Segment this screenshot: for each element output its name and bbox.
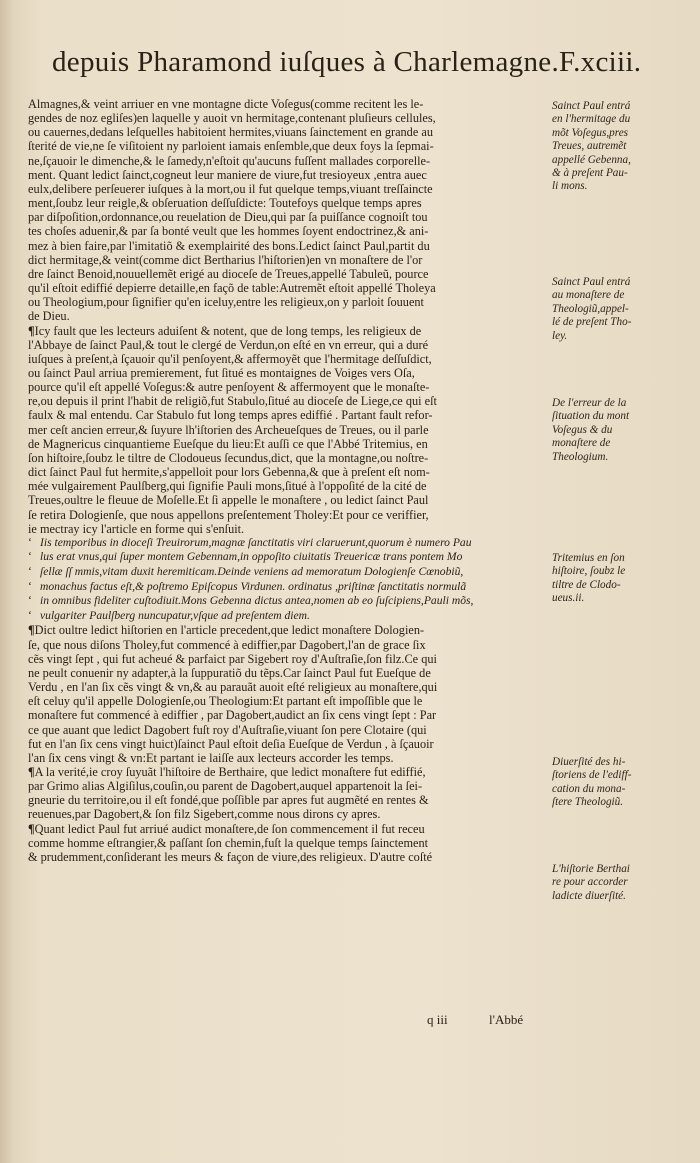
quotation-mark: ‘ — [28, 594, 32, 608]
text-line — [28, 154, 546, 168]
line-text: l'Abbaye de ſainct Paul,& tout le clergé de Verdun,on eſté en vn erreur, qui a duré — [28, 337, 429, 352]
running-header — [52, 46, 692, 90]
line-text: gendes de noz egliſes)en laquelle y auoit vn hermitage,contenant pluſieurs cellules, — [28, 111, 436, 126]
marginal-note-5 — [552, 756, 692, 810]
marginal-line: en l'hermitage du — [552, 113, 631, 126]
paragraph-2 — [28, 324, 546, 536]
text-line — [28, 253, 546, 267]
text-line — [28, 281, 546, 295]
text-line — [28, 210, 546, 224]
marginal-note-3 — [552, 397, 692, 464]
text-line — [28, 182, 546, 196]
text-line — [28, 737, 546, 751]
line-text: re,ou depuis il print l'habit de religiõ,fut Stabulo,ſitué au dioceſe de Liege,ce qui eſt — [28, 394, 437, 409]
quotation-mark: ‘ — [28, 535, 32, 549]
line-text: ſellæ ſſ mmis,vitam duxit heremiticam.Deinde veniens ad memoratum Dologienſe Cœnobiũ, — [40, 565, 464, 579]
text-line — [28, 394, 546, 408]
text-line — [28, 751, 546, 765]
line-text: Almagnes,& veint arriuer en vne montagne dicte Voſegus(comme recitent les le- — [28, 97, 424, 111]
signature-mark: q iii — [427, 1012, 448, 1027]
line-text: ment. Quant ledict ſainct,cogneut leur maniere de viure,fut tresioyeux ,entra auec — [28, 167, 427, 182]
text-line — [28, 836, 546, 850]
text-line — [28, 666, 546, 680]
line-text: Dict oultre ledict hiſtorien en l'article precedent,que ledict monaſtere Dologien- — [34, 623, 425, 638]
text-line — [28, 423, 546, 437]
marginal-note-1 — [552, 100, 692, 194]
line-text: mer ceſt ancien erreur,& ſuyure lh'iſtorien des Archeueſques de Treues, ou il parle — [28, 422, 429, 437]
marginal-line: & à preſent Pau- — [552, 167, 628, 180]
line-text: dre ſainct Benoid,nouuellemẽt erigé au dioceſe de Treues,appellé Tabuleũ, pource — [28, 266, 429, 281]
line-text: Iis temporibus in dioceſi Treuirorum,magnæ ſanctitatis viri claruerunt,quorum è numero Pau — [40, 535, 472, 549]
text-line — [28, 793, 546, 807]
quotation-mark: ‘ — [28, 579, 32, 593]
line-text: l'an ſix cens vingt & vn:Et partant ie laiſſe aux lecteurs accorder les temps. — [28, 750, 394, 765]
text-line — [28, 550, 546, 565]
marginal-line: re pour accorder — [552, 876, 628, 889]
line-text: monaſtere fut commencé à ediffier , par Dagobert,audict an ſix cens vingt ſept : Par — [28, 708, 437, 723]
marginal-line: mõt Voſegus,pres — [552, 126, 629, 139]
line-text: fut en l'an ſix cens vingt huict)ſainct Paul eſtoit deſia Eueſque de Verdun , à ſçauoir — [28, 736, 434, 751]
line-text: vulgariter Paulſberg nuncupatur,vſque ad preſentem diem. — [40, 608, 310, 622]
marginal-line: monaſtere de — [552, 437, 611, 450]
line-text: comme homme eſtrangier,& paſſant ſon chemin,fuſt la quelque temps ſainctement — [28, 835, 429, 850]
line-text: Verdu , en l'an ſix cẽs vingt & vn,& au parauãt auoit eſté religieux au monaſtere,qui — [28, 680, 438, 695]
marginal-line: Theologiũ,appel- — [552, 302, 629, 315]
text-line — [28, 822, 546, 836]
marginal-line: Theologium. — [552, 450, 609, 463]
text-line — [28, 465, 546, 479]
marginal-line: tiltre de Clodo- — [552, 578, 621, 591]
marginal-line: hiſtoire, ſoubz le — [552, 565, 626, 578]
marginal-line: lé de preſent Tho- — [552, 316, 632, 329]
line-text: de Dieu. — [28, 309, 70, 324]
marginal-line: De l'erreur de la — [552, 397, 627, 409]
text-line — [28, 380, 546, 394]
line-text: eulx,delibere perſeuerer iuſques à la mort,ou il fut quelque temps,viuant treſſaincte — [28, 181, 433, 196]
text-line — [28, 324, 546, 338]
text-line — [28, 408, 546, 422]
line-text: ou cauernes,dedans leſquelles habitoient hermites,viuans ſainctement en grande au — [28, 125, 433, 140]
text-line — [28, 493, 546, 507]
gutter-shadow — [0, 0, 14, 1163]
paragraph-1 — [28, 97, 546, 324]
marginal-line: appellé Gebenna, — [552, 153, 631, 166]
line-text: ou Theologium,pour ſignifier qu'en iceluy,entre les religieux,on y parloit ſouuent — [28, 295, 424, 310]
line-text: & prudemment,conſiderant les meurs & façon de viure,des religieux. D'autre coſté — [28, 849, 433, 864]
marginal-line: li mons. — [552, 180, 588, 193]
text-line — [28, 850, 546, 864]
text-line — [28, 338, 546, 352]
line-text: gneurie du territoire,ou il eſt fondé,que poſſible par apres fut augmẽté en rentes & — [28, 793, 429, 808]
line-text: reuenues,par Dagobert,& ſon filz Sigebert,comme nous dirons cy apres. — [28, 807, 381, 822]
text-line — [28, 779, 546, 793]
quotation-mark: ‘ — [28, 565, 32, 579]
marginal-line: ſituation du mont — [552, 410, 630, 423]
line-text: ie mectray icy l'article en forme qui s'enſuit. — [28, 521, 245, 536]
text-line — [28, 609, 546, 624]
header-title: depuis Pharamond iuſques à Charlemagne.F. — [52, 46, 581, 78]
line-text: monachus factus eſt,& poſtremo Epiſcopus Virdunen. ordinatus ,priſtinæ ſanctitatis normulã — [40, 579, 467, 593]
line-text: dict ſainct Paul fut hermite,s'appelloit pour lors Gebenna,& que à preſent eſt nom- — [28, 465, 430, 480]
line-text: iuſques à preſent,à ſçauoir qu'il penſoyent,& affermoyẽt que l'hermitage deſſuſdict, — [28, 351, 432, 366]
line-text: eſt celuy qu'il appelle Dologienſe,ou Theologium:Et partant eſt impoſſible que le — [28, 694, 423, 709]
marginal-line: L'hiſtorie Berthai — [552, 863, 630, 875]
quotation-mark: ‘ — [28, 608, 32, 622]
line-text: tes choſes aduenir,& par ſa bonté veult que les hommes ſoyent endoctrinez,& ani- — [28, 224, 429, 239]
text-line — [28, 295, 546, 309]
marginal-line: ladicte diuerſité. — [552, 889, 626, 902]
text-line — [28, 366, 546, 380]
text-line — [28, 224, 546, 238]
text-line — [28, 437, 546, 451]
text-line — [28, 638, 546, 652]
folio-number: xciii. — [580, 46, 642, 78]
marginal-note-6 — [552, 863, 692, 903]
line-text: qu'il eſtoit ediffié depierre detaille,en façõ de table:Autremẽt eſtoit appellé Tholeya — [28, 281, 436, 296]
line-text: Treues,oultre le fleuue de Moſelle.Et ſi appelle le monaſtere , ou ledict ſainct Paul — [28, 493, 429, 508]
text-line — [28, 267, 546, 281]
line-text: ce que auant que ledict Dagobert fuſt roy d'Auſtraſie,viuant ſon pere Clotaire (qui — [28, 722, 427, 737]
line-text: mez à bien faire,par l'imitatiõ & exemplairité des bons.Ledict ſainct Paul,partit du — [28, 238, 430, 253]
text-line — [28, 111, 546, 125]
text-line — [28, 765, 546, 779]
text-line — [28, 807, 546, 821]
line-text: Icy fault que les lecteurs aduiſent & notent, que de long temps, les religieux de — [34, 323, 422, 338]
text-line — [28, 97, 546, 111]
paragraph-3 — [28, 623, 546, 765]
marginal-line: ſtere Theologiũ. — [552, 796, 624, 809]
line-text: A la verité,ie croy ſuyuãt l'hiſtoire de Berthaire, que ledict monaſtere fut ediffié, — [34, 764, 426, 779]
marginal-line: Diuerſité des hi- — [552, 756, 626, 768]
text-line — [28, 536, 546, 551]
line-text: cẽs vingt ſept , qui fut acheué & parfaict par Sigebert roy d'Auſtraſie,ſon filz.Ce qui — [28, 651, 437, 666]
marginal-line: Sainct Paul entrá — [552, 100, 631, 112]
line-text: in omnibus fideliter cuſtodiuit.Mons Gebenna dictus antea,nomen ab eo ſuſcipiens,Pauli mõs, — [40, 594, 474, 608]
line-text: ou ſainct Paul arriua premierement, fut ſitué es montaignes de Voiges vers Oſa, — [28, 365, 415, 380]
latin-quotation — [28, 536, 546, 624]
marginal-line: ley. — [552, 329, 568, 342]
text-line — [28, 139, 546, 153]
pilcrow-mark: ¶ — [28, 323, 35, 338]
marginal-line: Treues, autremẽt — [552, 140, 627, 153]
text-line — [28, 565, 546, 580]
line-text: lus erat vnus,qui ſuper montem Gebennam,in oppoſito ciuitatis Treuericæ trans pontem Mo — [40, 550, 463, 564]
line-text: dict hermitage,& veint(comme dict Bertharius l'hiſtorien)en vn monaſtere de l'or — [28, 252, 423, 267]
paragraph-5 — [28, 822, 546, 864]
line-text: ſterité de vie,ne ſe viſitoient ny parloient iamais enſemble,que deux foys la ſepmai- — [28, 139, 434, 154]
main-text-column — [28, 97, 546, 864]
line-text: ſe, que nous diſons Tholey,fut commencé à ediffier,par Dagobert,l'an de grace ſix — [28, 637, 426, 652]
text-line — [28, 680, 546, 694]
marginal-note-2 — [552, 276, 692, 343]
line-text: Quant ledict Paul fut arriué audict monaſtere,de ſon commencement il fut receu — [34, 821, 425, 836]
marginal-line: Sainct Paul entrá — [552, 276, 631, 288]
line-text: mée vulgairement Paulſberg,qui ſignifie Pauli mons,ſitué à l'oppoſité de la cité de — [28, 479, 427, 494]
text-line — [28, 580, 546, 595]
text-line — [28, 623, 546, 637]
line-text: ment,ſoubz leur reigle,& obſeruation deſſuſdicte: Toutefoys quelque temps apres — [28, 196, 422, 211]
line-text: pource qu'il eſt appellé Voſegus:& autre penſoyent & affermoyent que le monaſte- — [28, 380, 430, 395]
pilcrow-mark: ¶ — [28, 623, 35, 638]
text-line — [28, 125, 546, 139]
marginal-note-4 — [552, 552, 692, 606]
pilcrow-mark: ¶ — [28, 821, 35, 836]
marginal-line: Tritemius en ſon — [552, 552, 625, 564]
line-text: ne,ſçauoir le dimenche,& le ſamedy,n'eſtoit qu'aucuns fuſſent mallades corporelle- — [28, 153, 431, 168]
marginal-line: ſtoriens de l'ediff- — [552, 769, 632, 782]
line-text: par diſpoſition,ordonnance,ou reuelation de Dieu,qui par ſa puiſſance cognoiſt tou — [28, 210, 428, 225]
text-line — [28, 352, 546, 366]
text-line — [28, 239, 546, 253]
text-line — [28, 723, 546, 737]
pilcrow-mark: ¶ — [28, 764, 35, 779]
text-line — [28, 652, 546, 666]
text-line — [28, 508, 546, 522]
text-line — [28, 708, 546, 722]
text-line — [28, 309, 546, 323]
line-text: ne peult conuenir ny adapter,à la ſuppuratiõ du tẽps.Car ſainct Paul fut Eueſque de — [28, 665, 431, 680]
line-text: de Magnericus cinquantieme Eueſque du lieu:Et auſſi ce que l'Abbé Tritemius, en — [28, 436, 428, 451]
line-text: ſon hiſtoire,ſoubz le tiltre de Clodoueus ſecundus,dict, que la montagne,ou noſtre- — [28, 450, 429, 465]
text-line — [28, 522, 546, 536]
text-line — [28, 694, 546, 708]
marginal-line: au monaſtere de — [552, 289, 625, 302]
text-line — [28, 196, 546, 210]
marginal-line: Voſegus & du — [552, 423, 613, 436]
catchword: l'Abbé — [489, 1012, 524, 1027]
line-text: faulx & mal entendu. Car Stabulo fut long temps apres ediffié . Partant fault refor- — [28, 408, 433, 423]
marginal-line: cation du mona- — [552, 782, 626, 795]
text-line — [28, 451, 546, 465]
line-text: par Grimo alias Algiſilus,couſin,ou parent de Dagobert,auquel appartenoit la ſei- — [28, 779, 423, 794]
line-text: ſe retira Dologienſe, que nous appellons preſentement Tholey:Et pour ce veriffier, — [28, 507, 429, 522]
paragraph-4 — [28, 765, 546, 822]
marginal-line: ueus.ii. — [552, 592, 585, 605]
text-line — [28, 594, 546, 609]
text-line — [28, 479, 546, 493]
text-line — [28, 168, 546, 182]
quotation-mark: ‘ — [28, 550, 32, 564]
